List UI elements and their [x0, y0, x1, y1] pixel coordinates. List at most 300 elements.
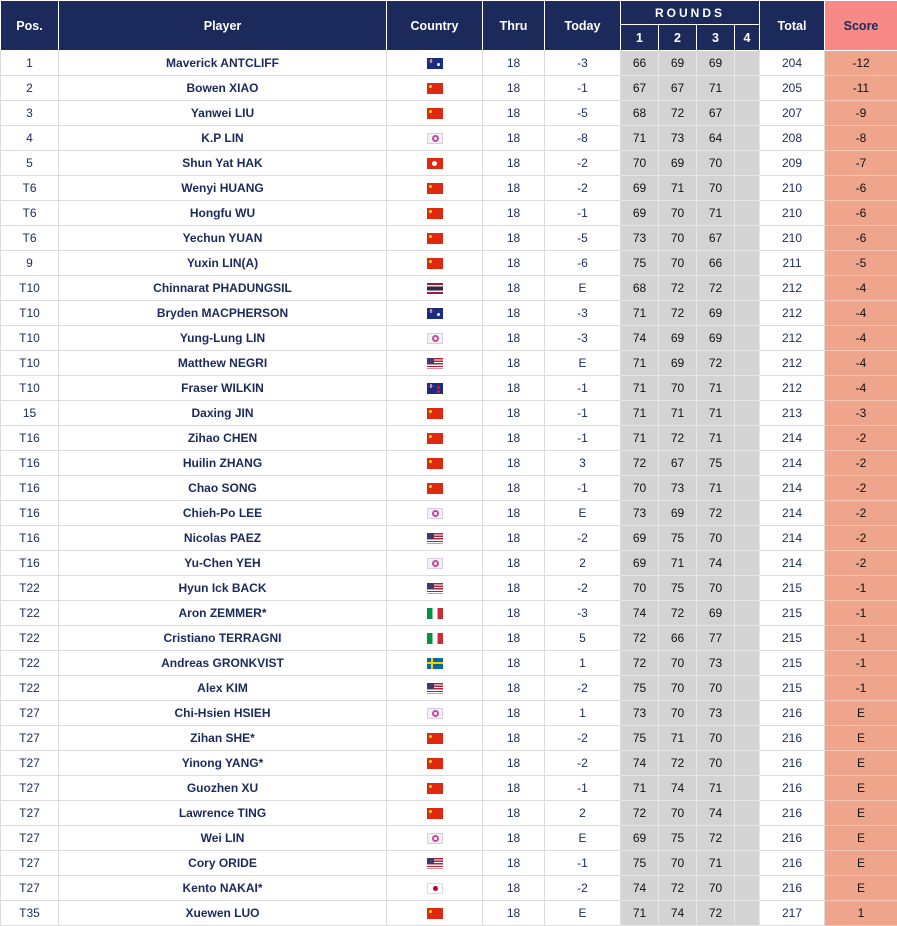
round-4-cell [735, 701, 760, 726]
col-header-thru[interactable]: Thru [483, 1, 545, 51]
round-2-cell: 69 [659, 51, 697, 76]
flag-ct-icon [427, 833, 443, 844]
country-cell [387, 576, 483, 601]
total-cell: 216 [760, 851, 825, 876]
today-cell: -2 [545, 876, 621, 901]
round-2-cell: 69 [659, 326, 697, 351]
score-cell: E [825, 826, 897, 851]
round-4-cell [735, 776, 760, 801]
round-2-cell: 71 [659, 401, 697, 426]
thru-cell: 18 [483, 301, 545, 326]
score-cell: -2 [825, 501, 897, 526]
round-2-cell: 71 [659, 726, 697, 751]
round-3-cell: 71 [697, 376, 735, 401]
player-name[interactable]: Alex KIM [59, 676, 387, 701]
player-name[interactable]: Maverick ANTCLIFF [59, 51, 387, 76]
player-name[interactable]: Chieh-Po LEE [59, 501, 387, 526]
table-row[interactable] [1, 551, 897, 576]
today-cell: -2 [545, 151, 621, 176]
thru-cell: 18 [483, 51, 545, 76]
today-cell: -2 [545, 751, 621, 776]
round-3-cell: 71 [697, 476, 735, 501]
player-name[interactable]: Kento NAKAI* [59, 876, 387, 901]
total-cell: 216 [760, 776, 825, 801]
table-row[interactable] [1, 226, 897, 251]
total-cell: 212 [760, 276, 825, 301]
table-row[interactable] [1, 826, 897, 851]
table-row[interactable] [1, 476, 897, 501]
score-cell: -4 [825, 301, 897, 326]
round-4-cell [735, 226, 760, 251]
score-cell: E [825, 776, 897, 801]
total-cell: 212 [760, 301, 825, 326]
round-2-cell: 70 [659, 676, 697, 701]
round-1-cell: 74 [621, 326, 659, 351]
today-cell: -2 [545, 176, 621, 201]
table-row[interactable] [1, 801, 897, 826]
table-row[interactable] [1, 626, 897, 651]
score-cell: -2 [825, 451, 897, 476]
round-4-cell [735, 151, 760, 176]
player-name[interactable]: Yu-Chen YEH [59, 551, 387, 576]
round-1-cell: 74 [621, 876, 659, 901]
thru-cell: 18 [483, 426, 545, 451]
flag-se-icon [427, 658, 443, 669]
round-3-cell: 70 [697, 726, 735, 751]
pos-cell: 4 [1, 126, 59, 151]
col-header-country[interactable]: Country [387, 1, 483, 51]
total-cell: 210 [760, 176, 825, 201]
flag-cn-icon [427, 458, 443, 469]
flag-cn-icon [427, 108, 443, 119]
today-cell: -3 [545, 601, 621, 626]
table-row[interactable] [1, 176, 897, 201]
round-1-cell: 73 [621, 226, 659, 251]
round-1-cell: 71 [621, 376, 659, 401]
flag-th-icon [427, 283, 443, 294]
country-cell [387, 726, 483, 751]
pos-cell: T6 [1, 201, 59, 226]
col-header-today[interactable]: Today [545, 1, 621, 51]
round-3-cell: 70 [697, 576, 735, 601]
table-row[interactable] [1, 576, 897, 601]
table-row[interactable] [1, 326, 897, 351]
player-name[interactable]: Yinong YANG* [59, 751, 387, 776]
table-row[interactable] [1, 726, 897, 751]
round-4-cell [735, 876, 760, 901]
table-row[interactable] [1, 751, 897, 776]
player-name[interactable]: Shun Yat HAK [59, 151, 387, 176]
round-3-cell: 67 [697, 226, 735, 251]
player-name[interactable]: Yuxin LIN(A) [59, 251, 387, 276]
score-cell: -1 [825, 676, 897, 701]
score-cell: -5 [825, 251, 897, 276]
table-row[interactable] [1, 851, 897, 876]
round-4-cell [735, 826, 760, 851]
round-3-cell: 74 [697, 801, 735, 826]
round-1-cell: 70 [621, 476, 659, 501]
pos-cell: T27 [1, 876, 59, 901]
table-row[interactable] [1, 401, 897, 426]
round-1-cell: 73 [621, 501, 659, 526]
round-2-cell: 75 [659, 576, 697, 601]
score-cell: -3 [825, 401, 897, 426]
flag-cn-icon [427, 183, 443, 194]
pos-cell: T16 [1, 526, 59, 551]
round-3-cell: 72 [697, 276, 735, 301]
round-2-cell: 69 [659, 501, 697, 526]
flag-ct-icon [427, 133, 443, 144]
player-name[interactable]: Bryden MACPHERSON [59, 301, 387, 326]
table-row[interactable] [1, 301, 897, 326]
table-row[interactable] [1, 351, 897, 376]
round-2-cell: 70 [659, 251, 697, 276]
flag-us-icon [427, 533, 443, 544]
table-row[interactable] [1, 426, 897, 451]
round-2-cell: 72 [659, 426, 697, 451]
table-row[interactable] [1, 676, 897, 701]
thru-cell: 18 [483, 176, 545, 201]
table-row[interactable] [1, 51, 897, 76]
total-cell: 208 [760, 126, 825, 151]
round-1-cell: 69 [621, 551, 659, 576]
score-cell: -1 [825, 576, 897, 601]
player-name[interactable]: Yechun YUAN [59, 226, 387, 251]
thru-cell: 18 [483, 826, 545, 851]
player-name[interactable]: Daxing JIN [59, 401, 387, 426]
country-cell [387, 301, 483, 326]
total-cell: 216 [760, 726, 825, 751]
flag-us-icon [427, 358, 443, 369]
thru-cell: 18 [483, 126, 545, 151]
round-1-cell: 69 [621, 526, 659, 551]
round-1-cell: 75 [621, 676, 659, 701]
today-cell: 1 [545, 651, 621, 676]
table-row[interactable] [1, 126, 897, 151]
total-cell: 205 [760, 76, 825, 101]
score-cell: E [825, 726, 897, 751]
player-name[interactable]: Yung-Lung LIN [59, 326, 387, 351]
country-cell [387, 326, 483, 351]
score-cell: -2 [825, 426, 897, 451]
round-1-cell: 74 [621, 751, 659, 776]
flag-ct-icon [427, 508, 443, 519]
table-row[interactable] [1, 376, 897, 401]
table-row[interactable] [1, 101, 897, 126]
round-2-cell: 70 [659, 651, 697, 676]
player-name[interactable]: Zihan SHE* [59, 726, 387, 751]
table-row[interactable] [1, 201, 897, 226]
col-header-round-3[interactable]: 3 [697, 25, 735, 51]
today-cell: -1 [545, 201, 621, 226]
round-3-cell: 70 [697, 751, 735, 776]
thru-cell: 18 [483, 751, 545, 776]
round-3-cell: 69 [697, 301, 735, 326]
country-cell [387, 176, 483, 201]
today-cell: -5 [545, 226, 621, 251]
round-3-cell: 71 [697, 76, 735, 101]
round-2-cell: 72 [659, 276, 697, 301]
thru-cell: 18 [483, 76, 545, 101]
score-cell: E [825, 701, 897, 726]
country-cell [387, 401, 483, 426]
country-cell [387, 51, 483, 76]
round-1-cell: 67 [621, 76, 659, 101]
round-3-cell: 74 [697, 551, 735, 576]
table-row[interactable] [1, 501, 897, 526]
thru-cell: 18 [483, 726, 545, 751]
player-name[interactable]: Hyun Ick BACK [59, 576, 387, 601]
round-2-cell: 70 [659, 376, 697, 401]
player-name[interactable]: Cory ORIDE [59, 851, 387, 876]
round-3-cell: 71 [697, 201, 735, 226]
round-1-cell: 72 [621, 651, 659, 676]
country-cell [387, 626, 483, 651]
flag-us-icon [427, 683, 443, 694]
player-name[interactable]: Wenyi HUANG [59, 176, 387, 201]
player-name[interactable]: Andreas GRONKVIST [59, 651, 387, 676]
round-2-cell: 71 [659, 551, 697, 576]
country-cell [387, 526, 483, 551]
score-cell: -4 [825, 326, 897, 351]
round-1-cell: 75 [621, 726, 659, 751]
table-row[interactable] [1, 526, 897, 551]
pos-cell: T22 [1, 651, 59, 676]
total-cell: 216 [760, 826, 825, 851]
country-cell [387, 226, 483, 251]
pos-cell: T27 [1, 701, 59, 726]
table-row[interactable] [1, 701, 897, 726]
total-cell: 214 [760, 551, 825, 576]
pos-cell: 2 [1, 76, 59, 101]
player-name[interactable]: Cristiano TERRAGNI [59, 626, 387, 651]
round-4-cell [735, 851, 760, 876]
round-2-cell: 69 [659, 351, 697, 376]
col-header-total[interactable]: Total [760, 1, 825, 51]
flag-cn-icon [427, 433, 443, 444]
score-cell: -2 [825, 551, 897, 576]
round-4-cell [735, 101, 760, 126]
round-3-cell: 67 [697, 101, 735, 126]
table-row[interactable] [1, 601, 897, 626]
round-2-cell: 72 [659, 101, 697, 126]
round-2-cell: 72 [659, 876, 697, 901]
flag-cn-icon [427, 233, 443, 244]
round-4-cell [735, 126, 760, 151]
score-cell: -6 [825, 176, 897, 201]
thru-cell: 18 [483, 276, 545, 301]
score-cell: -2 [825, 476, 897, 501]
today-cell: -1 [545, 376, 621, 401]
round-2-cell: 74 [659, 776, 697, 801]
score-cell: -12 [825, 51, 897, 76]
pos-cell: T10 [1, 276, 59, 301]
player-name[interactable]: Lawrence TING [59, 801, 387, 826]
total-cell: 212 [760, 326, 825, 351]
flag-us-icon [427, 858, 443, 869]
round-3-cell: 66 [697, 251, 735, 276]
player-name[interactable]: Bowen XIAO [59, 76, 387, 101]
round-4-cell [735, 426, 760, 451]
score-cell: E [825, 751, 897, 776]
player-name[interactable]: Xuewen LUO [59, 901, 387, 926]
round-1-cell: 72 [621, 451, 659, 476]
country-cell [387, 876, 483, 901]
round-2-cell: 66 [659, 626, 697, 651]
round-4-cell [735, 376, 760, 401]
pos-cell: T6 [1, 176, 59, 201]
round-3-cell: 71 [697, 851, 735, 876]
flag-hk-icon [427, 158, 443, 169]
thru-cell: 18 [483, 401, 545, 426]
thru-cell: 18 [483, 326, 545, 351]
player-name[interactable]: Fraser WILKIN [59, 376, 387, 401]
total-cell: 214 [760, 451, 825, 476]
round-4-cell [735, 726, 760, 751]
player-name[interactable]: Chi-Hsien HSIEH [59, 701, 387, 726]
player-name[interactable]: Nicolas PAEZ [59, 526, 387, 551]
table-row[interactable] [1, 276, 897, 301]
player-name[interactable]: Yanwei LIU [59, 101, 387, 126]
thru-cell: 18 [483, 251, 545, 276]
flag-au-icon [427, 308, 443, 319]
round-3-cell: 69 [697, 326, 735, 351]
round-3-cell: 70 [697, 876, 735, 901]
round-4-cell [735, 251, 760, 276]
round-4-cell [735, 651, 760, 676]
today-cell: -5 [545, 101, 621, 126]
round-3-cell: 64 [697, 126, 735, 151]
country-cell [387, 251, 483, 276]
score-cell: -1 [825, 626, 897, 651]
round-2-cell: 75 [659, 826, 697, 851]
score-cell: E [825, 876, 897, 901]
round-4-cell [735, 76, 760, 101]
flag-ct-icon [427, 333, 443, 344]
round-4-cell [735, 176, 760, 201]
table-row[interactable] [1, 776, 897, 801]
flag-cn-icon [427, 783, 443, 794]
round-1-cell: 71 [621, 301, 659, 326]
flag-ct-icon [427, 708, 443, 719]
col-header-player[interactable]: Player [59, 1, 387, 51]
round-4-cell [735, 801, 760, 826]
round-3-cell: 72 [697, 901, 735, 926]
pos-cell: 1 [1, 51, 59, 76]
col-header-pos[interactable]: Pos. [1, 1, 59, 51]
round-2-cell: 70 [659, 851, 697, 876]
today-cell: -3 [545, 301, 621, 326]
thru-cell: 18 [483, 226, 545, 251]
player-name[interactable]: Aron ZEMMER* [59, 601, 387, 626]
table-row[interactable] [1, 251, 897, 276]
today-cell: E [545, 901, 621, 926]
table-row[interactable] [1, 451, 897, 476]
round-1-cell: 69 [621, 201, 659, 226]
col-header-round-1[interactable]: 1 [621, 25, 659, 51]
round-3-cell: 71 [697, 401, 735, 426]
country-cell [387, 751, 483, 776]
table-row[interactable] [1, 76, 897, 101]
thru-cell: 18 [483, 626, 545, 651]
today-cell: E [545, 351, 621, 376]
thru-cell: 18 [483, 776, 545, 801]
total-cell: 213 [760, 401, 825, 426]
thru-cell: 18 [483, 601, 545, 626]
leaderboard-body [1, 51, 897, 926]
round-3-cell: 70 [697, 526, 735, 551]
round-1-cell: 73 [621, 701, 659, 726]
pos-cell: T22 [1, 601, 59, 626]
total-cell: 210 [760, 201, 825, 226]
player-name[interactable]: Wei LIN [59, 826, 387, 851]
total-cell: 211 [760, 251, 825, 276]
round-3-cell: 72 [697, 501, 735, 526]
player-name[interactable]: Guozhen XU [59, 776, 387, 801]
player-name[interactable]: Hongfu WU [59, 201, 387, 226]
player-name[interactable]: Zihao CHEN [59, 426, 387, 451]
round-2-cell: 75 [659, 526, 697, 551]
round-2-cell: 70 [659, 701, 697, 726]
pos-cell: T22 [1, 576, 59, 601]
thru-cell: 18 [483, 651, 545, 676]
score-cell: -4 [825, 376, 897, 401]
table-row[interactable] [1, 651, 897, 676]
thru-cell: 18 [483, 351, 545, 376]
col-header-round-4[interactable]: 4 [735, 25, 760, 51]
round-1-cell: 70 [621, 576, 659, 601]
country-cell [387, 126, 483, 151]
round-4-cell [735, 201, 760, 226]
total-cell: 215 [760, 676, 825, 701]
player-name[interactable]: K.P LIN [59, 126, 387, 151]
round-4-cell [735, 276, 760, 301]
flag-cn-icon [427, 908, 443, 919]
round-2-cell: 70 [659, 201, 697, 226]
round-3-cell: 70 [697, 176, 735, 201]
col-header-round-2[interactable]: 2 [659, 25, 697, 51]
flag-cn-icon [427, 208, 443, 219]
country-cell [387, 501, 483, 526]
pos-cell: T16 [1, 501, 59, 526]
today-cell: 2 [545, 801, 621, 826]
player-name[interactable]: Chao SONG [59, 476, 387, 501]
table-row[interactable] [1, 876, 897, 901]
round-3-cell: 69 [697, 601, 735, 626]
country-cell [387, 601, 483, 626]
table-row[interactable] [1, 901, 897, 926]
total-cell: 214 [760, 476, 825, 501]
player-name[interactable]: Matthew NEGRI [59, 351, 387, 376]
round-3-cell: 73 [697, 651, 735, 676]
pos-cell: T10 [1, 301, 59, 326]
country-cell [387, 901, 483, 926]
thru-cell: 18 [483, 876, 545, 901]
score-cell: -6 [825, 226, 897, 251]
round-3-cell: 72 [697, 351, 735, 376]
today-cell: -1 [545, 426, 621, 451]
round-1-cell: 69 [621, 176, 659, 201]
pos-cell: T10 [1, 351, 59, 376]
player-name[interactable]: Huilin ZHANG [59, 451, 387, 476]
player-name[interactable]: Chinnarat PHADUNGSIL [59, 276, 387, 301]
table-row[interactable] [1, 151, 897, 176]
country-cell [387, 551, 483, 576]
col-header-score[interactable]: Score [825, 1, 897, 51]
country-cell [387, 101, 483, 126]
score-cell: -6 [825, 201, 897, 226]
flag-cn-icon [427, 733, 443, 744]
